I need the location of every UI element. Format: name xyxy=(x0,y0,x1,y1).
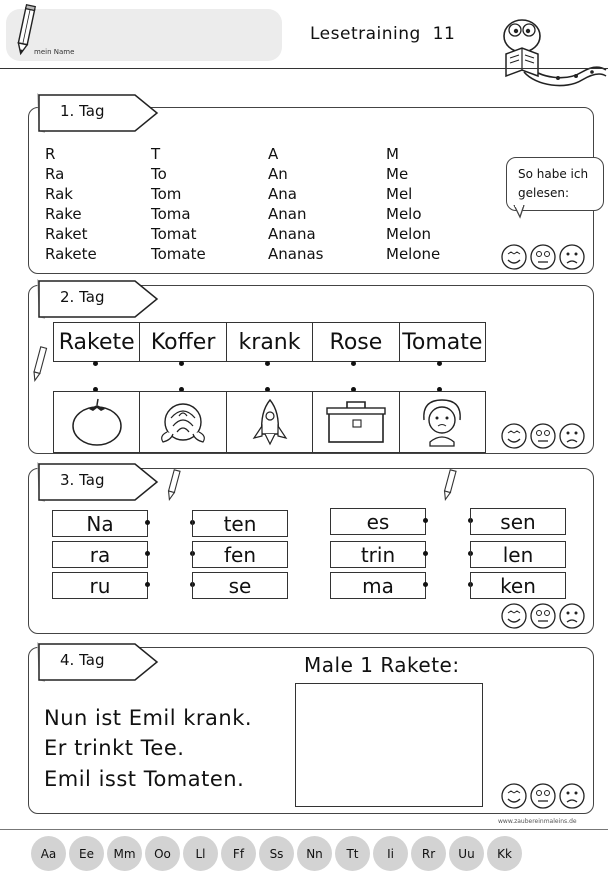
reading-sentence: Er trinkt Tee. xyxy=(44,736,185,760)
letter-circle: Mm xyxy=(107,836,142,871)
letter-circle: Ii xyxy=(373,836,408,871)
rating-faces-day1[interactable] xyxy=(500,243,586,271)
sad-face-icon xyxy=(560,245,584,269)
sad-face-icon xyxy=(560,604,584,628)
day3-tag-label: 3. Tag xyxy=(60,471,105,489)
syllable-box: ru xyxy=(52,572,148,599)
letter-circle: Uu xyxy=(449,836,484,871)
drawing-box[interactable] xyxy=(295,683,483,807)
website-credit: www.zaubereinmaleins.de xyxy=(498,818,577,825)
word-cell: krank xyxy=(227,323,313,361)
happy-face-icon xyxy=(502,784,526,808)
syllable-box: fen xyxy=(192,541,288,568)
syllable-box: ten xyxy=(192,510,288,537)
word-cell: Tomate xyxy=(402,329,483,355)
pencil-icon xyxy=(164,468,182,504)
suitcase-icon xyxy=(323,396,389,448)
tomato-icon xyxy=(67,396,127,448)
syllable-column-t: T To Tom Toma Tomat Tomate xyxy=(151,145,206,263)
match-dot[interactable] xyxy=(179,361,184,366)
neutral-face-icon xyxy=(531,604,555,628)
letter-strip xyxy=(31,836,522,871)
syllable-box: ken xyxy=(470,572,566,599)
syllable-box: se xyxy=(192,572,288,599)
word-cell: Rose xyxy=(313,323,399,361)
neutral-face-icon xyxy=(531,784,555,808)
letter-circle: Oo xyxy=(145,836,180,871)
happy-face-icon xyxy=(502,604,526,628)
match-dot[interactable] xyxy=(145,551,150,556)
sad-face-icon xyxy=(560,784,584,808)
sick-girl-icon xyxy=(412,396,472,448)
match-dot[interactable] xyxy=(265,361,270,366)
rose-icon xyxy=(153,396,213,448)
neutral-face-icon xyxy=(531,245,555,269)
rating-faces-day4[interactable] xyxy=(500,782,586,810)
syllable-box: es xyxy=(330,508,426,535)
happy-face-icon xyxy=(502,424,526,448)
syllable-box: Na xyxy=(52,510,148,537)
letter-circle: Ee xyxy=(69,836,104,871)
letter-circle: Ff xyxy=(221,836,256,871)
sheet-number: 11 xyxy=(432,24,456,44)
reading-worm-mascot-icon xyxy=(496,14,608,94)
rating-faces-day3[interactable] xyxy=(500,602,586,630)
footer-divider xyxy=(0,829,608,830)
match-dot[interactable] xyxy=(423,518,428,523)
letter-circle: Ll xyxy=(183,836,218,871)
letter-circle: Nn xyxy=(297,836,332,871)
syllable-column-r: R Ra Rak Rake Raket Rakete xyxy=(45,145,97,263)
rocket-icon xyxy=(240,396,300,448)
match-dot[interactable] xyxy=(423,551,428,556)
happy-face-icon xyxy=(502,245,526,269)
letter-circle: Rr xyxy=(411,836,446,871)
picture-row xyxy=(53,391,486,453)
match-dot[interactable] xyxy=(437,361,442,366)
reading-sentence: Nun ist Emil krank. xyxy=(44,706,253,730)
syllable-box: len xyxy=(470,541,566,568)
header-divider xyxy=(0,68,608,69)
pencil-icon xyxy=(440,468,458,504)
word-row xyxy=(53,322,486,362)
bubble-text: So habe ich gelesen: xyxy=(518,167,589,200)
speech-bubble-tail-icon xyxy=(512,205,528,219)
day4-tag-label: 4. Tag xyxy=(60,651,105,669)
page-title: Lesetraining 11 xyxy=(310,24,456,44)
name-label: mein Name xyxy=(34,48,75,56)
match-dot[interactable] xyxy=(423,582,428,587)
pencil-icon xyxy=(30,345,48,385)
syllable-box: sen xyxy=(470,508,566,535)
day1-tag-label: 1. Tag xyxy=(60,102,105,120)
letter-circle: Aa xyxy=(31,836,66,871)
rating-faces-day2[interactable] xyxy=(500,422,586,450)
letter-circle: Tt xyxy=(335,836,370,871)
syllable-column-m: M Me Mel Melo Melon Melone xyxy=(386,145,441,263)
day2-tag-label: 2. Tag xyxy=(60,288,105,306)
draw-prompt: Male 1 Rakete: xyxy=(304,653,460,677)
syllable-box: ra xyxy=(52,541,148,568)
sad-face-icon xyxy=(560,424,584,448)
match-dot[interactable] xyxy=(145,582,150,587)
syllable-box: trin xyxy=(330,541,426,568)
syllable-box: ma xyxy=(330,572,426,599)
letter-circle: Kk xyxy=(487,836,522,871)
word-cell: Rakete xyxy=(54,323,140,361)
reading-sentence: Emil isst Tomaten. xyxy=(44,767,245,791)
match-dot[interactable] xyxy=(351,361,356,366)
letter-circle: Ss xyxy=(259,836,294,871)
syllable-column-a: A An Ana Anan Anana Ananas xyxy=(268,145,324,263)
word-cell: Koffer xyxy=(140,323,226,361)
match-dot[interactable] xyxy=(93,361,98,366)
match-dot[interactable] xyxy=(145,520,150,525)
neutral-face-icon xyxy=(531,424,555,448)
